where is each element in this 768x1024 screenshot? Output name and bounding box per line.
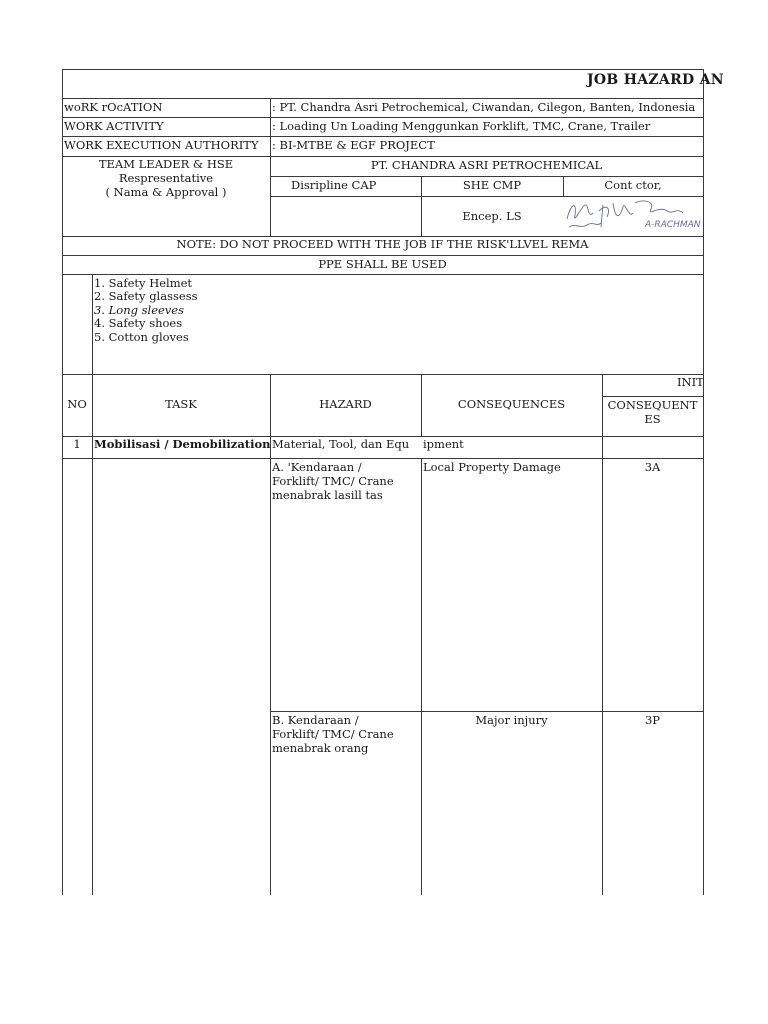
hazard-b-line1: B. Kendaraan / bbox=[272, 713, 359, 727]
discipline-header: Disripline CAP bbox=[291, 178, 377, 192]
hazard-a-rating: 3A bbox=[644, 460, 661, 474]
ppe-heading: PPE SHALL BE USED bbox=[318, 257, 447, 271]
hazard-a-line1: A. 'Kendaraan / bbox=[272, 460, 362, 474]
rule-right bbox=[703, 69, 704, 895]
hazard-category: Material, Tool, dan Equ bbox=[272, 437, 410, 451]
rule-location-bottom bbox=[62, 117, 704, 118]
she-signatory: Encep. LS bbox=[462, 209, 522, 223]
column-header-consequent-es: ES bbox=[644, 412, 661, 426]
activity-label: WORK ACTIVITY bbox=[64, 119, 164, 133]
team-leader-title: TEAM LEADER & HSE bbox=[98, 157, 234, 171]
ppe-item: 5. Cotton gloves bbox=[94, 330, 189, 344]
contractor-header: Cont ctor, bbox=[604, 178, 662, 192]
ppe-item: 3. Long sleeves bbox=[94, 303, 185, 317]
location-label: woRK rOcATION bbox=[64, 100, 163, 114]
she-header: SHE CMP bbox=[462, 178, 522, 192]
rule-task-col bbox=[270, 374, 271, 895]
contractor-signature bbox=[563, 197, 703, 235]
team-leader-approval: ( Nama & Approval ) bbox=[105, 185, 227, 199]
column-header-consequent: CONSEQUENT bbox=[607, 398, 698, 412]
rule-ppe-bottom bbox=[62, 374, 704, 375]
hazard-a-line2: Forklift/ TMC/ Crane bbox=[272, 474, 394, 488]
task-name: Mobilisasi / Demobilization bbox=[94, 437, 271, 451]
location-value: : PT. Chandra Asri Petrochemical, Ciwandan, Cilegon, Banten, Indonesia bbox=[272, 100, 696, 114]
hazard-b-rating: 3P bbox=[644, 713, 661, 727]
hazard-a-line3: menabrak lasill tas bbox=[272, 488, 383, 502]
authority-value: : BI-MTBE & EGF PROJECT bbox=[272, 138, 435, 152]
authority-label: WORK EXECUTION AUTHORITY bbox=[64, 138, 259, 152]
hazard-b-consequence: Major injury bbox=[475, 713, 548, 727]
document-title: JOB HAZARD AN bbox=[587, 72, 724, 88]
company-name: PT. CHANDRA ASRI PETROCHEMICAL bbox=[370, 158, 603, 172]
row-number: 1 bbox=[73, 437, 81, 451]
hazard-category-cont: ipment bbox=[423, 437, 464, 451]
column-header-consequences: CONSEQUENCES bbox=[457, 397, 566, 411]
rule-init-bottom bbox=[602, 396, 704, 397]
rule-hazard-col bbox=[421, 458, 422, 895]
ppe-item: 1. Safety Helmet bbox=[94, 276, 193, 290]
rule-activity-bottom bbox=[62, 136, 704, 137]
column-header-initial: INIT bbox=[677, 375, 704, 389]
column-header-task: TASK bbox=[165, 397, 197, 411]
rule-ppe-num-col bbox=[92, 274, 93, 374]
rule-note-bottom bbox=[62, 255, 704, 256]
rule-title-bottom bbox=[62, 98, 704, 99]
team-leader-subtitle: Respresentative bbox=[118, 171, 214, 185]
hazard-a-consequence: Local Property Damage bbox=[423, 460, 561, 474]
contractor-signature-text: A-RACHMAN bbox=[645, 220, 701, 230]
risk-note: NOTE: DO NOT PROCEED WITH THE JOB IF THE RISK'LLVEL REMA bbox=[176, 237, 589, 251]
column-header-no: NO bbox=[67, 397, 87, 411]
rule-hazard-a-bottom bbox=[270, 711, 704, 712]
activity-value: : Loading Un Loading Menggunkan Forklift, TMC, Crane, Trailer bbox=[272, 119, 651, 133]
hazard-b-line3: menabrak orang bbox=[272, 741, 369, 755]
rule-ppe-heading-bottom bbox=[62, 274, 704, 275]
hazard-b-line2: Forklift/ TMC/ Crane bbox=[272, 727, 394, 741]
rule-company-bottom bbox=[270, 176, 704, 177]
column-header-hazard: HAZARD bbox=[319, 397, 372, 411]
rule-top bbox=[62, 69, 704, 70]
rule-row1-bottom bbox=[62, 458, 704, 459]
ppe-item: 4. Safety shoes bbox=[94, 316, 183, 330]
rule-no-col bbox=[92, 374, 93, 895]
rule-consequence-col bbox=[602, 374, 603, 895]
ppe-item: 2. Safety glassess bbox=[94, 289, 198, 303]
